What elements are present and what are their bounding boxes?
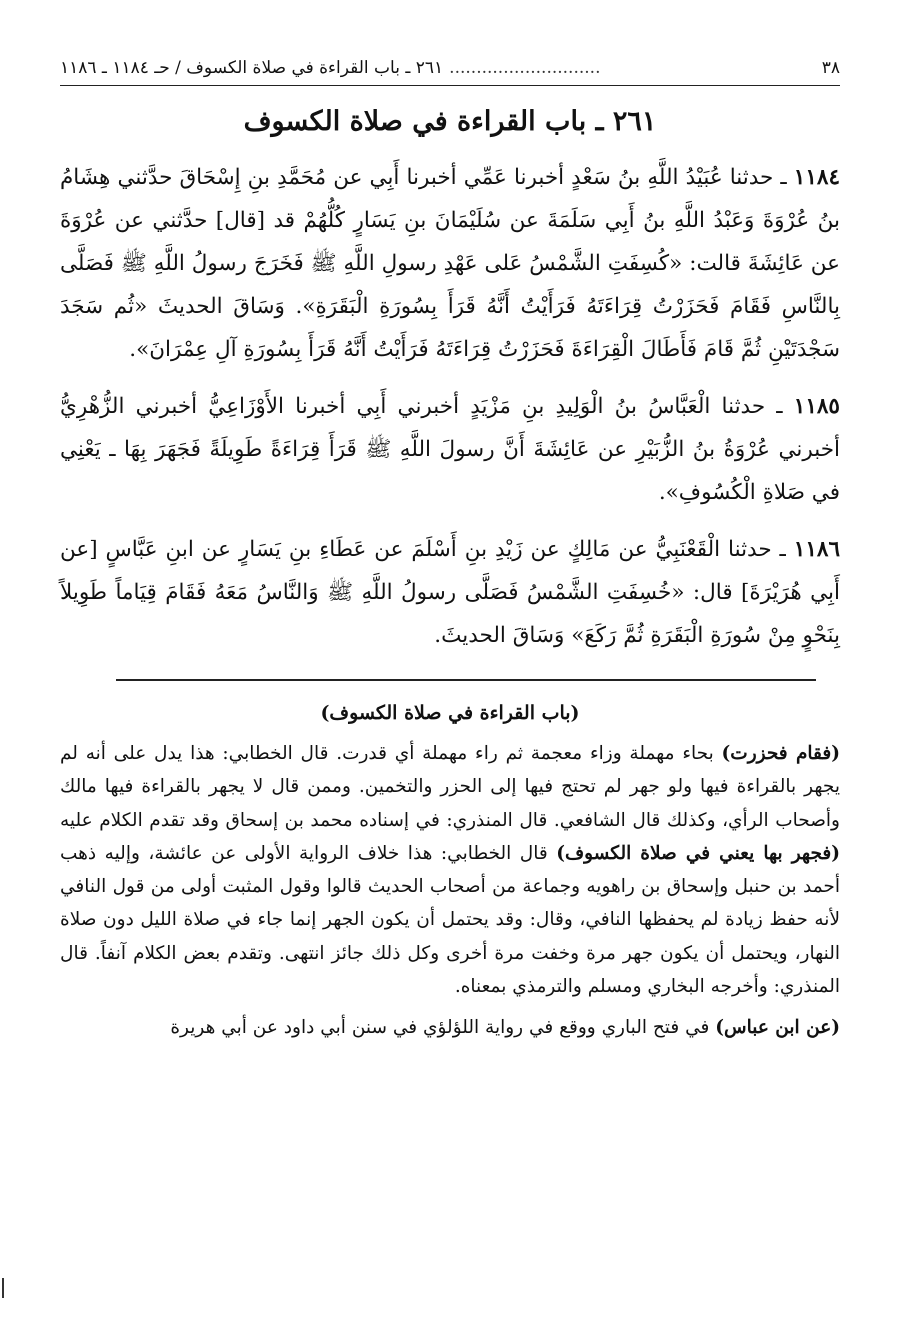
page-number: ٣٨ — [821, 58, 840, 78]
scan-edge-mark — [2, 1278, 4, 1298]
hadith-1184 — [60, 156, 840, 371]
commentary-text: بحاء مهملة وزاء معجمة ثم راء مهملة أي قدرت. قال الخطابي: هذا يدل على أنه لم يجهر بالقراءة فيها ولو جهر لم تحتج فيها إلى الحزر والتخمين. وممن قال لا يجهر بالقراءة فيها مالك وأصحاب الرأي، وكذلك قال الشافعي. قال المنذري: في إسناده محمد بن إسحاق وقد تقدم الكلام عليه — [60, 743, 840, 831]
commentary-paragraph-1 — [60, 737, 840, 1003]
commentary-heading: (فجهر بها يعني في صلاة الكسوف) — [556, 842, 840, 864]
commentary-title: (باب القراءة في صلاة الكسوف) — [320, 702, 580, 724]
book-page — [60, 55, 840, 1053]
running-head-dots: ............................ — [449, 58, 601, 78]
commentary-paragraph-2 — [60, 1011, 840, 1044]
commentary-text: قال الخطابي: هذا خلاف الرواية الأولى عن عائشة، وإليه ذهب أحمد بن حنبل وإسحاق بن راهويه وجماعة من أصحاب الحديث قالوا وقول المثبت أولى من قول النافي لأنه حفظ زيادة لم يحفظها النافي، وقال: وقد يحتمل أن يكون الجهر إنما جاء في صلاة الليل دون صلاة النهار، ويحتمل أن يكون جهر مرة وخفت مرة أخرى وكل ذلك جائز انتهى. وتقدم بعض الكلام آنفاً. قال المنذري: وأخرجه البخاري ومسلم والترمذي بمعناه. — [60, 842, 840, 998]
chapter-title: ٢٦١ ـ باب القراءة في صلاة الكسوف — [243, 106, 657, 137]
running-head — [60, 55, 840, 86]
hadith-1186 — [60, 528, 840, 657]
running-head-title: ٢٦١ ـ باب القراءة في صلاة الكسوف / حـ ١١٨٤ ـ ١١٨٦ — [60, 58, 444, 78]
commentary-heading: (فقام فحزرت) — [721, 743, 840, 764]
commentary-text: في فتح الباري ووقع في رواية اللؤلؤي في سنن أبي داود عن أبي هريرة — [170, 1017, 716, 1039]
hadith-text: ـ حدثنا عُبَيْدُ اللَّهِ بنُ سَعْدٍ أخبرنا عَمِّي أخبرنا أَبِي عن مُحَمَّدِ بنِ إِسْحَاقَ حدَّثني هِشَامُ بنُ عُرْوَةَ وَعَبْدُ اللَّهِ بنُ أَبِي سَلَمَةَ عن سُلَيْمَانَ بنِ يَسَارٍ كُلُّهُمْ قد [قال] حدَّثني عن عُرْوَةَ عن عَائِشَةَ قالت: «كُسِفَتِ الشَّمْسُ عَلى عَهْدِ رسولِ اللَّهِ ﷺ فَخَرَجَ رسولُ اللَّهِ ﷺ فَصَلَّى بِالنَّاسِ فَقَامَ فَحَزَرْتُ قِرَاءَتَهُ فَرَأَيْتُ أَنَّهُ قَرَأَ بِسُورَةِ الْبَقَرَةِ». وَسَاقَ الحديثَ «ثُم سَجَدَ سَجْدَتَيْنِ ثُمَّ قَامَ فَأَطَالَ الْقِرَاءَةَ فَحَزَرْتُ قِرَاءَتَهُ فَرَأَيْتُ أَنَّهُ قَرَأَ بِسُورَةِ آلِ عِمْرَانَ». — [60, 165, 840, 362]
hadith-1185 — [60, 385, 840, 514]
hadith-number: ١١٨٦ — [793, 537, 840, 562]
hadith-number: ١١٨٤ — [793, 165, 840, 190]
hadith-text: ـ حدثنا الْقَعْنَبِيُّ عن مَالِكٍ عن زَيْدِ بنِ أَسْلَمَ عن عَطَاءِ بنِ يَسَارٍ عن ابنِ عَبَّاسٍ [عن أَبِي هُرَيْرَةَ] قال: «خُسِفَتِ الشَّمْسُ فَصَلَّى رسولُ اللَّهِ ﷺ وَالنَّاسُ مَعَهُ فَقَامَ قِيَاماً طَوِيلاً بِنَحْوٍ مِنْ سُورَةِ الْبَقَرَةِ ثُمَّ رَكَعَ» وَسَاقَ الحديثَ. — [60, 537, 840, 648]
hadith-number: ١١٨٥ — [793, 394, 840, 419]
footnote-divider — [116, 679, 816, 681]
hadith-text: ـ حدثنا الْعَبَّاسُ بنُ الْوَلِيدِ بنِ مَزْيَدٍ أخبرني أَبِي أخبرنا الأَوْزَاعِيُّ أخبرني الزُّهْرِيُّ أخبرني عُرْوَةُ بنُ الزُّبَيْرِ عن عَائِشَةَ أَنَّ رسولَ اللَّهِ ﷺ قَرَأَ قِرَاءَةً طَوِيلَةً فَجَهَرَ بِهَا ـ يَعْنِي في صَلاةِ الْكُسُوفِ». — [60, 394, 840, 505]
commentary-heading: (عن ابن عباس) — [715, 1017, 840, 1039]
